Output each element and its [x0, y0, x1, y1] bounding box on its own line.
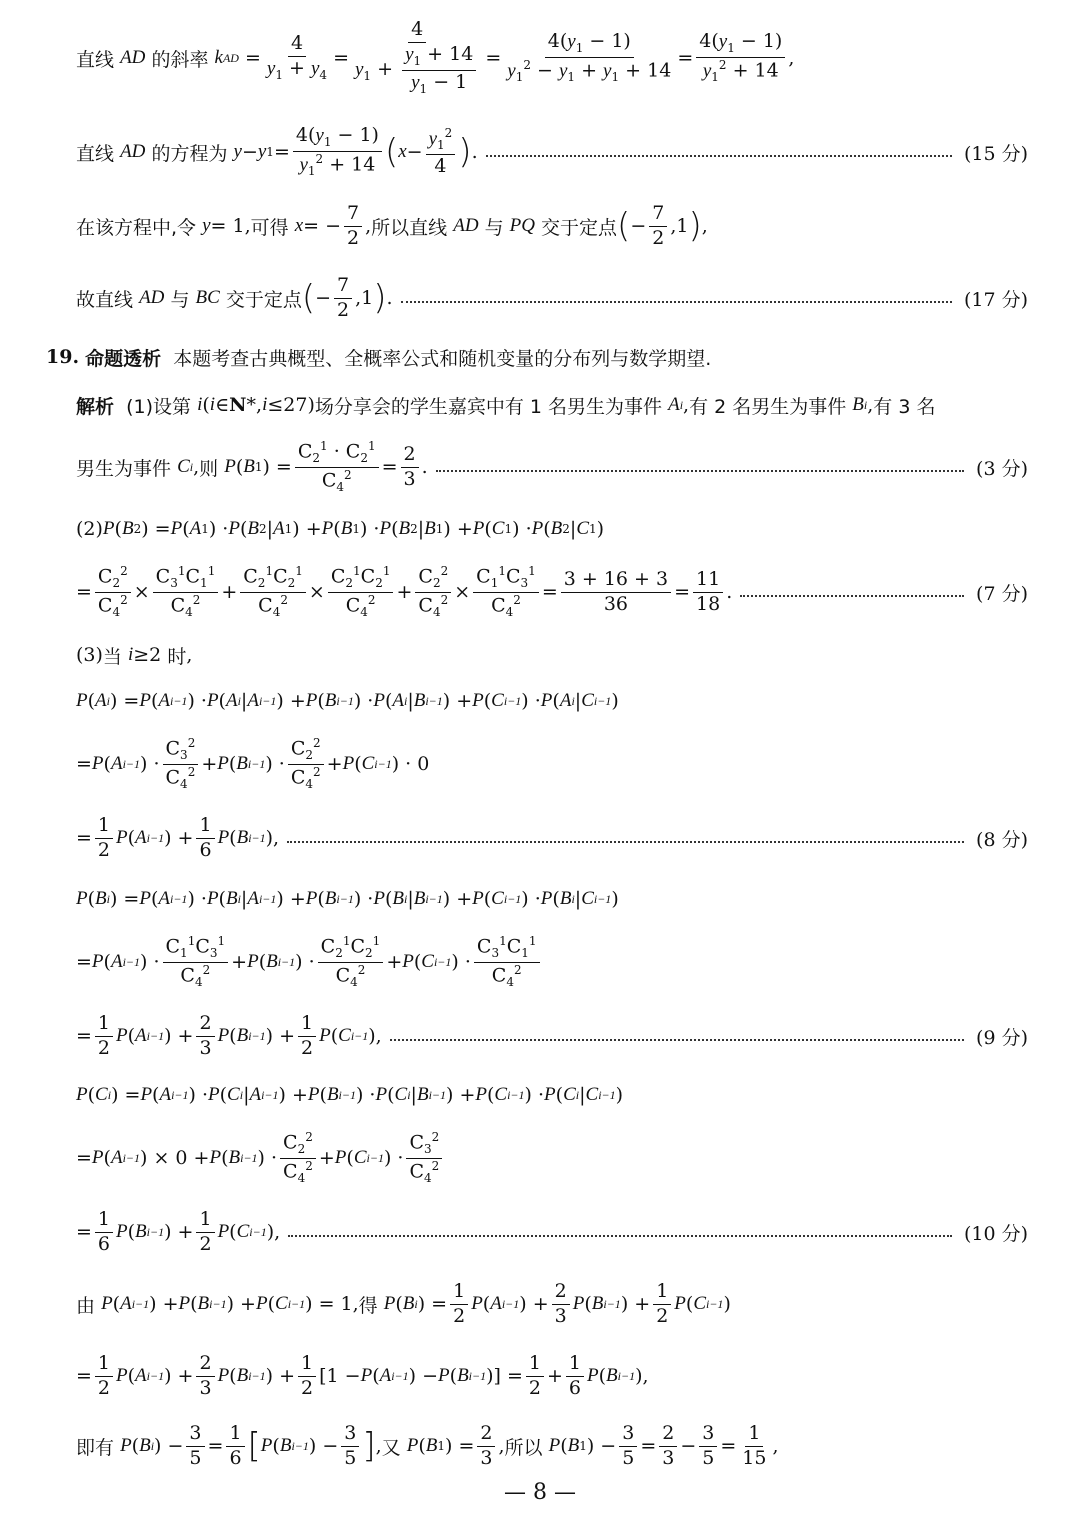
- part3-intro: (3) 当 i ≥2 时 ,: [76, 644, 193, 668]
- pbi-total-prob: P ( B i ) = P ( A i−1 ) · P ( B i | A i−1 ) + P ( B i−1 ) · P ( B i | B i−1 ) + P ( C i−1 ) · P ( B i | C i−1 ): [76, 888, 619, 910]
- question-19-header: [46, 342, 1028, 372]
- recurrence-line: 即有 P ( B i ) − $\frac{3}{5}$ = $\frac{1}{6}$ [ P ( B i−1 ) − $\frac{3}{5}$ ] , 又 P ( B 1 ) = $\frac{2}{3}$ , 所以 P ( B 1 ) − $\frac{3}{5}$ = $\frac{2}{3}$ − $\frac{3}{5}$ = $\frac{1}{15}$ ,: [76, 1421, 779, 1469]
- score-3: (3 分): [976, 457, 1028, 480]
- pci-result: = $\frac{1}{6}$ P ( B i−1 ) + $\frac{1}{2}$ P ( C i−1 ), (10 分): [76, 1207, 1028, 1255]
- score-17: (17 分): [963, 288, 1028, 311]
- pci-expand: = P ( A i−1 ) × 0 + P ( B i−1 ) · $\frac{C_2^2}{C_4^2}$ + P ( C i−1 ) · $\frac{C_3^2}{C_4^2}$: [76, 1128, 1028, 1188]
- analysis-text: 本题考查古典概型、全概率公式和随机变量的分布列与数学期望.: [173, 347, 712, 370]
- pbi-result: = $\frac{1}{2}$ P ( A i−1 ) + $\frac{2}{3}$ P ( B i−1 ) + $\frac{1}{2}$ P ( C i−1 ), (9 分): [76, 1011, 1028, 1059]
- question-number: 19.: [46, 346, 80, 368]
- ad-equation-line: 直线 AD 的方程为 y − y 1 = $\frac{4(y_1 - 1)}{y_1^2 + 14}$ ( x − $\frac{y_1^2}{4}$ ) . (15 分): [76, 124, 1028, 178]
- pb1-line: 男生为事件 C i , 则 P ( B 1 ) = $\frac{C_2^1 \cdot C_2^1}{C_4^2}$ = $\frac{2}{3}$ . (3 分): [76, 438, 1028, 494]
- sum-constraint-line: 由 P ( A i−1 ) + P ( B i−1 ) + P ( C i−1 ) = 1, 得 P ( B i ) = $\frac{1}{2}$ P ( A i−1 ) + $\frac{2}{3}$ P ( B i−1 ) + $\frac{1}{2}$ P ( C i−1 ): [76, 1279, 731, 1327]
- slope-line: 直线 AD 的斜率 k AD = $\frac{4}{y_1 + y_4}$ = 4 $y_1$ + $\frac{y_1 + 14}{y_1 - 1}$ = $\frac{4(y_1 - 1)}{y_1^2 - y_1 + y_1 + 14}$ = $\frac{4(y_1 - 1)}{y_1^2 + 14}$ ,: [76, 18, 795, 96]
- solution-part1: 解析 (1)设第 i ( i ∈ N *, i ≤27) 场分享会的学生嘉宾中有 1 名男生为事件 A i , 有 2 名男生为事件 B i , 有 3 名: [76, 390, 1028, 420]
- score-8: (8 分): [976, 828, 1028, 851]
- solution-label: 解析: [76, 395, 115, 418]
- conclusion-line: 故直线 AD 与 BC 交于定点 ( − $\frac{7}{2}$ ,1 ) . (17 分): [76, 273, 1028, 321]
- score-9: (9 分): [976, 1026, 1028, 1049]
- analysis-label: 命题透析: [85, 347, 162, 370]
- pci-total-prob: P ( C i ) = P ( A i−1 ) · P ( C i | A i−1 ) + P ( B i−1 ) · P ( C i | B i−1 ) + P ( C i−1 ) · P ( C i | C i−1 ): [76, 1084, 624, 1106]
- pb2-total-prob: (2) P ( B 2 ) = P ( A 1 ) · P ( B 2 | A 1 ) + P ( B 1 ) · P ( B 2 | B 1 ) + P ( C 1 ) · P ( B 2 | C 1 ): [76, 518, 605, 540]
- pai-total-prob: P ( A i ) = P ( A i−1 ) · P ( A i | A i−1 ) + P ( B i−1 ) · P ( A i | B i−1 ) + P ( C i−1 ) · P ( A i | C i−1 ): [76, 690, 619, 712]
- score-15: (15 分): [963, 142, 1028, 165]
- score-7: (7 分): [976, 582, 1028, 605]
- pb2-value-line: = $\frac{C_2^2}{C_4^2}$ × $\frac{C_3^1C_1^1}{C_4^2}$ + $\frac{C_2^1C_2^1}{C_4^2}$ × $\frac{C_2^1C_2^1}{C_4^2}$ + $\frac{C_2^2}{C_4^2}$ × $\frac{C_1^1C_3^1}{C_4^2}$ = $\frac{3 + 16 + 3}{36}$ = $\frac{11}{18}$ . (7 分): [76, 563, 1028, 619]
- pbi-expand: = P ( A i−1 ) · $\frac{C_1^1C_3^1}{C_4^2}$ + P ( B i−1 ) · $\frac{C_2^1C_2^1}{C_4^2}$ + P ( C i−1 ) · $\frac{C_3^1C_1^1}{C_4^2}$: [76, 932, 1028, 992]
- pai-expand: = P ( A i−1 ) · $\frac{C_3^2}{C_4^2}$ + P ( B i−1 ) · $\frac{C_2^2}{C_4^2}$ + P ( C i−1 ) · 0: [76, 735, 430, 791]
- score-10: (10 分): [963, 1222, 1028, 1245]
- pai-result: = $\frac{1}{2}$ P ( A i−1 ) + $\frac{1}{6}$ P ( B i−1 ), (8 分): [76, 813, 1028, 861]
- simplify-line: = $\frac{1}{2}$ P ( A i−1 ) + $\frac{2}{3}$ P ( B i−1 ) + $\frac{1}{2}$ [1 − P ( A i−1 ) − P ( B i−1 )] = $\frac{1}{2}$ + $\frac{1}{6}$ P ( B i−1 ),: [76, 1351, 649, 1399]
- fixed-point-line: 在该方程中,令 y = 1, 可得 x = − $\frac{7}{2}$ , 所以直线 AD 与 PQ 交于定点 ( − $\frac{7}{2}$ ,1 ) ,: [76, 201, 708, 249]
- page-number: — 8 —: [504, 1480, 576, 1505]
